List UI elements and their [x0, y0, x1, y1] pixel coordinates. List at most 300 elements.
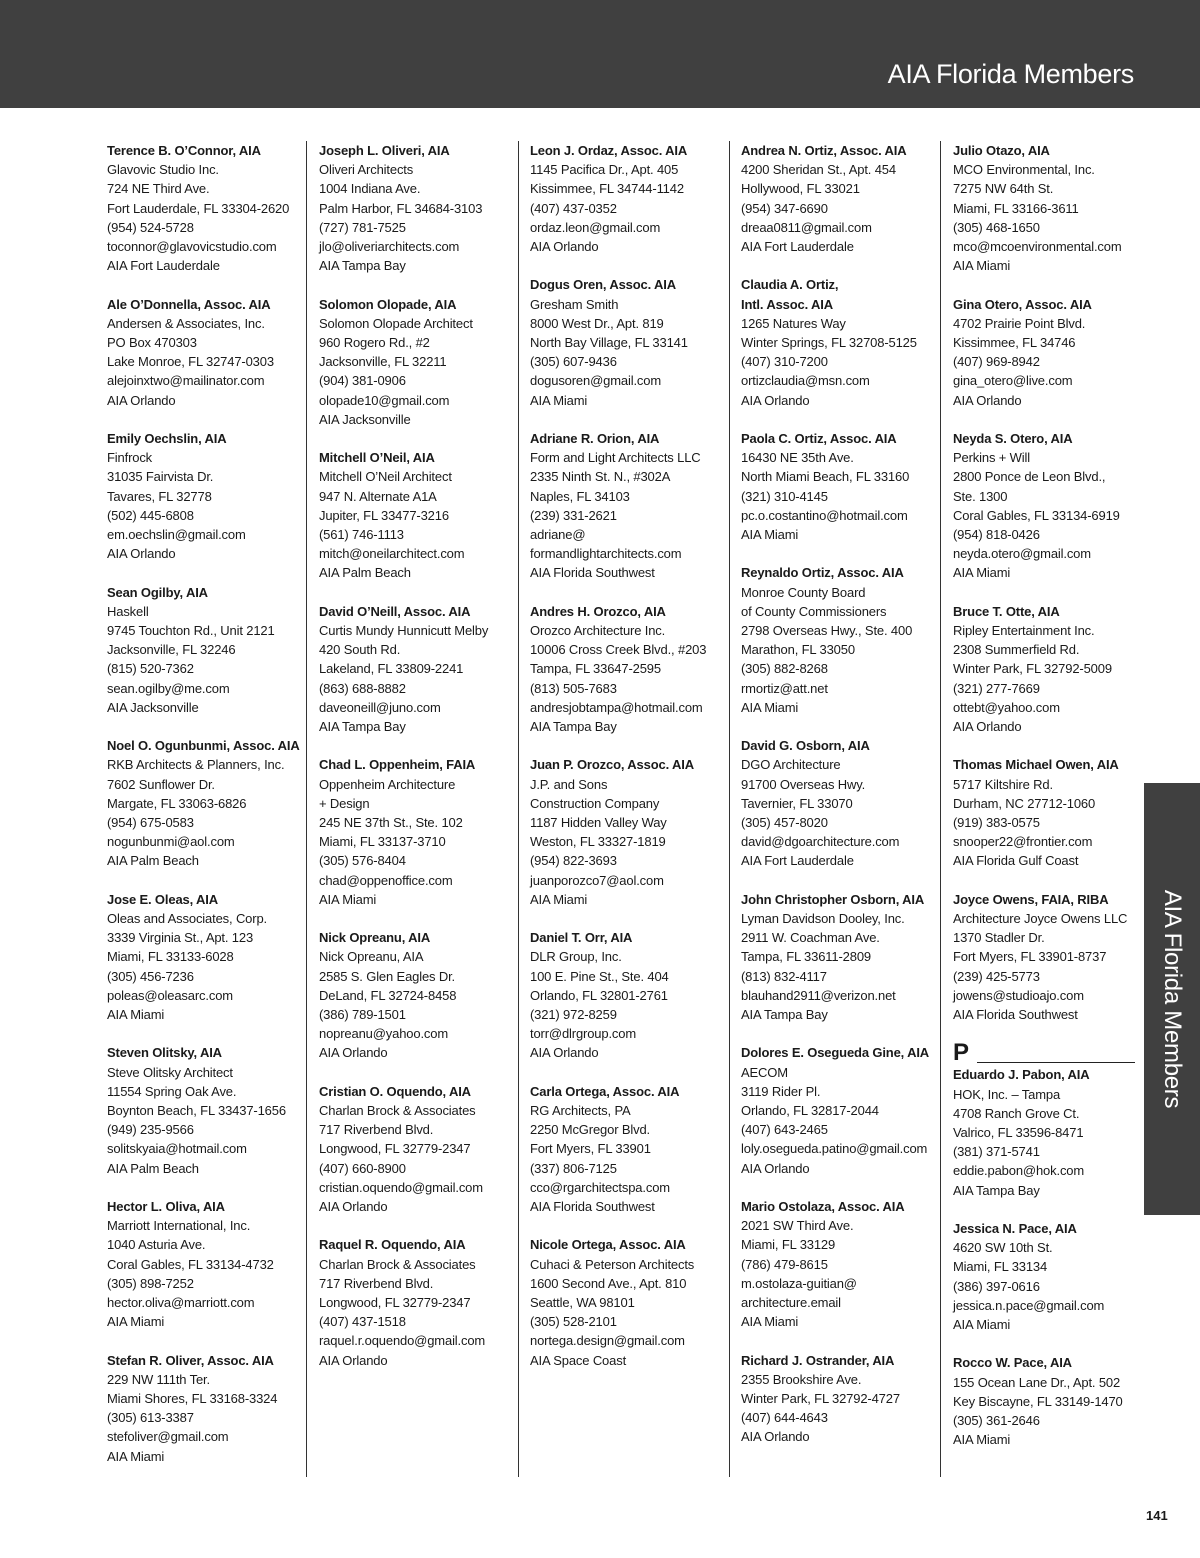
member-detail-line: AIA Florida Southwest	[953, 1007, 1078, 1023]
member-detail-line: (407) 437-0352	[530, 200, 617, 216]
member-detail-line: Seattle, WA 98101	[530, 1295, 635, 1311]
member-detail-line: (305) 882-8268	[741, 661, 828, 677]
member-detail-line: gina_otero@live.com	[953, 373, 1073, 389]
member-detail-line: 9745 Touchton Rd., Unit 2121	[107, 623, 275, 639]
member-detail-line: neyda.otero@gmail.com	[953, 546, 1091, 562]
member-detail-line: daveoneill@juno.com	[319, 699, 441, 715]
member-entry	[107, 890, 307, 1024]
member-detail-line: AIA Orlando	[741, 1429, 810, 1445]
member-entry	[319, 295, 519, 429]
member-detail-line: Ripley Entertainment Inc.	[953, 623, 1095, 639]
member-entry	[741, 1043, 941, 1177]
member-detail-line: (305) 457-8020	[741, 815, 828, 831]
member-detail-line: AIA Orlando	[107, 392, 176, 408]
member-detail-line: Miami, FL 33134	[953, 1259, 1048, 1275]
member-detail-line: (386) 397-0616	[953, 1278, 1040, 1294]
member-detail-line: (561) 746-1113	[319, 527, 404, 543]
member-detail-line: nortega.design@gmail.com	[530, 1333, 685, 1349]
member-name: David O’Neill, Assoc. AIA	[319, 603, 471, 619]
member-detail-line: 7602 Sunflower Dr.	[107, 776, 215, 792]
member-detail-line: (954) 818-0426	[953, 527, 1040, 543]
member-detail-line: (337) 806-7125	[530, 1160, 617, 1176]
member-detail-line: 10006 Cross Creek Blvd., #203	[530, 642, 707, 658]
member-detail-line: Key Biscayne, FL 33149-1470	[953, 1393, 1123, 1409]
member-name: Adriane R. Orion, AIA	[530, 431, 660, 447]
member-detail-line: AIA Orlando	[319, 1045, 388, 1061]
member-detail-line: Fort Myers, FL 33901-8737	[953, 949, 1107, 965]
member-detail-line: Lake Monroe, FL 32747-0303	[107, 354, 274, 370]
member-detail-line: (407) 310-7200	[741, 354, 828, 370]
member-detail-line: AIA Miami	[741, 1314, 799, 1330]
member-detail-line: pc.o.costantino@hotmail.com	[741, 507, 908, 523]
member-entry	[741, 1197, 941, 1331]
member-detail-line: (305) 613-3387	[107, 1410, 194, 1426]
member-detail-line: 717 Riverbend Blvd.	[319, 1275, 434, 1291]
member-detail-line: (786) 479-8615	[741, 1256, 828, 1272]
member-entry	[319, 448, 519, 582]
member-detail-line: AIA Orlando	[953, 719, 1022, 735]
member-detail-line: Longwood, FL 32779-2347	[319, 1141, 471, 1157]
member-detail-line: Oleas and Associates, Corp.	[107, 911, 267, 927]
member-detail-line: Charlan Brock & Associates	[319, 1103, 476, 1119]
member-detail-line: 2800 Ponce de Leon Blvd.,	[953, 469, 1106, 485]
member-detail-line: alejoinxtwo@mailinator.com	[107, 373, 265, 389]
member-name: Mario Ostolaza, Assoc. AIA	[741, 1199, 905, 1215]
member-detail-line: Lakeland, FL 33809-2241	[319, 661, 464, 677]
member-detail-line: 7275 NW 64th St.	[953, 181, 1054, 197]
member-detail-line: olopade10@gmail.com	[319, 392, 450, 408]
member-name: Chad L. Oppenheim, FAIA	[319, 757, 476, 773]
member-entry	[107, 141, 307, 275]
side-section-tab	[1144, 783, 1200, 1215]
member-detail-line: Winter Park, FL 32792-4727	[741, 1391, 900, 1407]
member-entry	[530, 1235, 730, 1369]
member-entry	[953, 1353, 1153, 1449]
directory-column	[953, 141, 1153, 1469]
member-detail-line: 1265 Natures Way	[741, 315, 846, 331]
member-detail-line: ottebt@yahoo.com	[953, 699, 1060, 715]
member-detail-line: 1004 Indiana Ave.	[319, 181, 421, 197]
member-detail-line: 2335 Ninth St. N., #302A	[530, 469, 671, 485]
member-detail-line: Miami, FL 33137-3710	[319, 834, 446, 850]
member-name: Dogus Oren, Assoc. AIA	[530, 277, 676, 293]
member-detail-line: AIA Miami	[530, 891, 588, 907]
member-detail-line: AIA Florida Southwest	[530, 1199, 655, 1215]
member-detail-line: (305) 361-2646	[953, 1413, 1040, 1429]
member-detail-line: 11554 Spring Oak Ave.	[107, 1083, 237, 1099]
member-detail-line: AIA Miami	[953, 258, 1011, 274]
member-detail-line: Cuhaci & Peterson Architects	[530, 1256, 695, 1272]
member-detail-line: AIA Orlando	[107, 546, 176, 562]
member-entry	[530, 1082, 730, 1216]
member-name: Richard J. Ostrander, AIA	[741, 1352, 895, 1368]
member-detail-line: Tampa, FL 33647-2595	[530, 661, 661, 677]
member-detail-line: stefoliver@gmail.com	[107, 1429, 229, 1445]
member-detail-line: m.ostolaza-guitian@	[741, 1275, 857, 1291]
member-name: Nick Opreanu, AIA	[319, 930, 431, 946]
member-detail-line: Solomon Olopade Architect	[319, 315, 473, 331]
member-name: Stefan R. Oliver, Assoc. AIA	[107, 1352, 274, 1368]
member-name: Neyda S. Otero, AIA	[953, 431, 1073, 447]
member-detail-line: Valrico, FL 33596-8471	[953, 1125, 1084, 1141]
member-detail-line: Haskell	[107, 603, 149, 619]
member-detail-line: (321) 277-7669	[953, 680, 1040, 696]
member-detail-line: raquel.r.oquendo@gmail.com	[319, 1333, 486, 1349]
member-entry	[953, 602, 1153, 736]
member-detail-line: 4702 Prairie Point Blvd.	[953, 315, 1086, 331]
member-detail-line: AIA Tampa Bay	[319, 258, 406, 274]
member-entry	[530, 602, 730, 736]
member-name: Mitchell O’Neil, AIA	[319, 450, 435, 466]
member-detail-line: 8000 West Dr., Apt. 819	[530, 315, 664, 331]
member-name: Jose E. Oleas, AIA	[107, 891, 218, 907]
member-detail-line: (502) 445-6808	[107, 507, 194, 523]
member-entry	[319, 1082, 519, 1216]
member-detail-line: (386) 789-1501	[319, 1007, 406, 1023]
member-detail-line: formandlightarchitects.com	[530, 546, 682, 562]
member-detail-line: (239) 331-2621	[530, 507, 617, 523]
member-name: Reynaldo Ortiz, Assoc. AIA	[741, 565, 904, 581]
member-detail-line: 1370 Stadler Dr.	[953, 930, 1045, 946]
member-entry	[741, 141, 941, 256]
member-name: Paola C. Ortiz, Assoc. AIA	[741, 431, 897, 447]
member-detail-line: (407) 437-1518	[319, 1314, 406, 1330]
member-detail-line: nogunbunmi@aol.com	[107, 834, 235, 850]
member-detail-line: (305) 576-8404	[319, 853, 406, 869]
directory-column	[319, 141, 519, 1389]
member-detail-line: 100 E. Pine St., Ste. 404	[530, 968, 669, 984]
member-detail-line: Weston, FL 33327-1819	[530, 834, 666, 850]
member-name: Dolores E. Osegueda Gine, AIA	[741, 1045, 930, 1061]
member-detail-line: mco@mcoenvironmental.com	[953, 239, 1122, 255]
member-detail-line: poleas@oleasarc.com	[107, 987, 233, 1003]
member-detail-line: Naples, FL 34103	[530, 488, 630, 504]
member-detail-line: AIA Miami	[953, 1317, 1011, 1333]
member-detail-line: 2911 W. Coachman Ave.	[741, 930, 880, 946]
section-letter: P	[953, 1039, 969, 1067]
member-entry	[319, 141, 519, 275]
member-entry	[953, 141, 1153, 275]
member-entry	[953, 1219, 1153, 1334]
member-detail-line: toconnor@glavovicstudio.com	[107, 239, 277, 255]
member-detail-line: Nick Opreanu, AIA	[319, 949, 424, 965]
member-detail-line: AIA Jacksonville	[319, 411, 411, 427]
member-detail-line: Boynton Beach, FL 33437-1656	[107, 1103, 286, 1119]
member-detail-line: (321) 972-8259	[530, 1007, 617, 1023]
member-entry	[319, 755, 519, 909]
member-detail-line: (863) 688-8882	[319, 680, 406, 696]
member-name: Solomon Olopade, AIA	[319, 296, 457, 312]
member-detail-line: Tavares, FL 32778	[107, 488, 212, 504]
member-detail-line: Orlando, FL 32817-2044	[741, 1103, 879, 1119]
member-detail-line: Fort Lauderdale, FL 33304-2620	[107, 200, 290, 216]
member-detail-line: Oppenheim Architecture	[319, 776, 456, 792]
member-detail-line: 4620 SW 10th St.	[953, 1240, 1053, 1256]
member-name: Gina Otero, Assoc. AIA	[953, 296, 1092, 312]
member-detail-line: (407) 644-4643	[741, 1410, 828, 1426]
member-detail-line: Longwood, FL 32779-2347	[319, 1295, 471, 1311]
member-detail-line: ordaz.leon@gmail.com	[530, 219, 661, 235]
member-entry	[741, 275, 941, 409]
section-rule	[977, 1062, 1135, 1063]
member-detail-line: (954) 822-3693	[530, 853, 617, 869]
member-detail-line: (954) 347-6690	[741, 200, 828, 216]
member-entry	[530, 755, 730, 909]
member-detail-line: 947 N. Alternate A1A	[319, 488, 437, 504]
member-name: Andres H. Orozco, AIA	[530, 603, 666, 619]
member-detail-line: DGO Architecture	[741, 757, 841, 773]
member-detail-line: Hollywood, FL 33021	[741, 181, 860, 197]
member-detail-line: Form and Light Architects LLC	[530, 450, 701, 466]
member-detail-line: blauhand2911@verizon.net	[741, 987, 896, 1003]
member-detail-line: RG Architects, PA	[530, 1103, 631, 1119]
member-name: Andrea N. Ortiz, Assoc. AIA	[741, 143, 907, 158]
member-detail-line: Perkins + Will	[953, 450, 1030, 466]
member-name: John Christopher Osborn, AIA	[741, 891, 925, 907]
member-detail-line: Miami, FL 33133-6028	[107, 949, 234, 965]
member-detail-line: adriane@	[530, 527, 586, 543]
member-entry	[107, 429, 307, 563]
member-name: Daniel T. Orr, AIA	[530, 930, 633, 946]
section-letter-heading	[953, 1041, 1153, 1065]
member-detail-line: 1145 Pacifica Dr., Apt. 405	[530, 162, 679, 178]
member-name: Hector L. Oliva, AIA	[107, 1199, 225, 1215]
member-detail-line: Gresham Smith	[530, 296, 619, 312]
member-detail-line: AIA Miami	[953, 1432, 1011, 1448]
member-detail-line: Jacksonville, FL 32246	[107, 642, 236, 658]
member-detail-line: 960 Rogero Rd., #2	[319, 335, 430, 351]
member-detail-line: Miami, FL 33129	[741, 1237, 836, 1253]
member-detail-line: (815) 520-7362	[107, 661, 194, 677]
member-detail-line: snooper22@frontier.com	[953, 834, 1093, 850]
member-name: Steven Olitsky, AIA	[107, 1045, 222, 1061]
member-detail-line: 229 NW 111th Ter.	[107, 1371, 210, 1387]
member-name: Sean Ogilby, AIA	[107, 584, 208, 600]
member-detail-line: (813) 832-4117	[741, 968, 827, 984]
member-detail-line: hector.oliva@marriott.com	[107, 1295, 255, 1311]
member-detail-line: (727) 781-7525	[319, 219, 406, 235]
member-detail-line: AIA Orlando	[319, 1199, 388, 1215]
member-detail-line: AIA Tampa Bay	[530, 719, 617, 735]
member-name: Noel O. Ogunbunmi, Assoc. AIA	[107, 738, 300, 754]
member-detail-line: loly.osegueda.patino@gmail.com	[741, 1141, 928, 1157]
member-detail-line: RKB Architects & Planners, Inc.	[107, 757, 285, 773]
member-detail-line: + Design	[319, 795, 370, 811]
member-detail-line: ortizclaudia@msn.com	[741, 373, 870, 389]
member-detail-line: (305) 456-7236	[107, 968, 194, 984]
member-detail-line: AIA Orlando	[530, 1045, 599, 1061]
member-detail-line: jessica.n.pace@gmail.com	[953, 1297, 1105, 1313]
member-entry	[107, 583, 307, 717]
member-name: Juan P. Orozco, Assoc. AIA	[530, 757, 694, 773]
member-entry	[953, 429, 1153, 583]
member-detail-line: 245 NE 37th St., Ste. 102	[319, 815, 463, 831]
member-detail-line: AIA Miami	[530, 392, 588, 408]
member-detail-line: (407) 660-8900	[319, 1160, 406, 1176]
member-detail-line: Margate, FL 33063-6826	[107, 795, 247, 811]
member-detail-line: Jacksonville, FL 32211	[319, 354, 447, 370]
member-detail-line: Monroe County Board	[741, 584, 866, 600]
member-detail-line: Mitchell O’Neil Architect	[319, 469, 452, 485]
member-entry	[530, 275, 730, 409]
member-detail-line: david@dgoarchitecture.com	[741, 834, 900, 850]
directory-column	[530, 141, 730, 1389]
member-detail-line: 2250 McGregor Blvd.	[530, 1122, 650, 1138]
member-detail-line: andresjobtampa@hotmail.com	[530, 699, 703, 715]
member-detail-line: rmortiz@att.net	[741, 680, 828, 696]
member-detail-line: DeLand, FL 32724-8458	[319, 987, 457, 1003]
member-detail-line: DLR Group, Inc.	[530, 949, 622, 965]
member-detail-line: 2308 Summerfield Rd.	[953, 642, 1080, 658]
member-detail-line: 5717 Kiltshire Rd.	[953, 776, 1053, 792]
member-detail-line: Lyman Davidson Dooley, Inc.	[741, 911, 905, 927]
member-detail-line: Ste. 1300	[953, 488, 1008, 504]
member-detail-line: sean.ogilby@me.com	[107, 680, 230, 696]
member-entry	[741, 890, 941, 1024]
member-detail-line: AIA Palm Beach	[107, 1160, 199, 1176]
member-detail-line: AIA Orlando	[953, 392, 1022, 408]
member-detail-line: eddie.pabon@hok.com	[953, 1163, 1085, 1179]
member-detail-line: (407) 969-8942	[953, 354, 1040, 370]
member-detail-line: 420 South Rd.	[319, 642, 401, 658]
member-entry	[107, 736, 307, 870]
member-name: Carla Ortega, Assoc. AIA	[530, 1083, 680, 1099]
member-detail-line: dogusoren@gmail.com	[530, 373, 662, 389]
member-name: Rocco W. Pace, AIA	[953, 1355, 1072, 1371]
member-detail-line: (305) 528-2101	[530, 1314, 617, 1330]
member-detail-line: (949) 235-9566	[107, 1122, 194, 1138]
page-header-bar	[0, 0, 1200, 108]
member-entry	[319, 928, 519, 1062]
member-detail-line: 4200 Sheridan St., Apt. 454	[741, 162, 896, 178]
member-detail-line: (321) 310-4145	[741, 488, 828, 504]
member-detail-line: AIA Fort Lauderdale	[741, 853, 854, 869]
member-detail-line: Kissimmee, FL 34746	[953, 335, 1076, 351]
member-name: David G. Osborn, AIA	[741, 738, 870, 754]
member-entry	[953, 295, 1153, 410]
member-detail-line: AIA Orlando	[741, 1160, 810, 1176]
member-name: Thomas Michael Owen, AIA	[953, 757, 1119, 773]
member-detail-line: Kissimmee, FL 34744-1142	[530, 181, 684, 197]
member-detail-line: Finfrock	[107, 450, 153, 466]
member-name: Ale O’Donnella, Assoc. AIA	[107, 296, 271, 312]
member-detail-line: AIA Palm Beach	[319, 565, 411, 581]
member-detail-line: Orozco Architecture Inc.	[530, 623, 666, 639]
member-detail-line: MCO Environmental, Inc.	[953, 162, 1095, 178]
member-detail-line: AIA Miami	[319, 891, 377, 907]
member-detail-line: AECOM	[741, 1064, 788, 1080]
member-detail-line: Charlan Brock & Associates	[319, 1256, 476, 1272]
member-detail-line: Tampa, FL 33611-2809	[741, 949, 871, 965]
member-detail-line: AIA Orlando	[741, 392, 810, 408]
member-detail-line: Tavernier, FL 33070	[741, 795, 853, 811]
member-detail-line: (381) 371-5741	[953, 1144, 1040, 1160]
member-entry	[530, 141, 730, 256]
member-detail-line: 3339 Virginia St., Apt. 123	[107, 930, 254, 946]
member-detail-line: (407) 643-2465	[741, 1122, 828, 1138]
member-detail-line: Winter Springs, FL 32708-5125	[741, 335, 917, 351]
member-detail-line: Orlando, FL 32801-2761	[530, 987, 668, 1003]
member-detail-line: (239) 425-5773	[953, 968, 1040, 984]
member-name: Joyce Owens, FAIA, RIBA	[953, 891, 1109, 907]
member-detail-line: chad@oppenoffice.com	[319, 872, 453, 888]
member-entry	[741, 1351, 941, 1447]
page-number: 141	[1146, 1508, 1168, 1523]
member-detail-line: 91700 Overseas Hwy.	[741, 776, 866, 792]
member-detail-line: AIA Tampa Bay	[741, 1007, 828, 1023]
side-tab-label: AIA Florida Members	[1159, 889, 1186, 1109]
member-detail-line: (305) 468-1650	[953, 219, 1040, 235]
member-name: Leon J. Ordaz, Assoc. AIA	[530, 143, 688, 158]
member-detail-line: AIA Fort Lauderdale	[107, 258, 220, 274]
member-detail-line: Coral Gables, FL 33134-4732	[107, 1256, 274, 1272]
member-detail-line: 1187 Hidden Valley Way	[530, 815, 667, 831]
member-name: Claudia A. Ortiz,	[741, 277, 839, 293]
member-detail-line: Marriott International, Inc.	[107, 1218, 251, 1234]
member-entry	[107, 295, 307, 410]
member-detail-line: J.P. and Sons	[530, 776, 608, 792]
member-detail-line: (305) 898-7252	[107, 1275, 194, 1291]
member-detail-line: (904) 381-0906	[319, 373, 406, 389]
member-entry	[107, 1351, 307, 1466]
member-detail-line: 2021 SW Third Ave.	[741, 1218, 854, 1234]
member-detail-line: (919) 383-0575	[953, 815, 1040, 831]
member-name: Joseph L. Oliveri, AIA	[319, 143, 450, 158]
member-detail-line: 2798 Overseas Hwy., Ste. 400	[741, 623, 913, 639]
member-detail-line: 3119 Rider Pl.	[741, 1083, 821, 1099]
directory-column	[741, 141, 941, 1466]
member-detail-line: Glavovic Studio Inc.	[107, 162, 219, 178]
member-detail-line: AIA Miami	[107, 1007, 165, 1023]
member-detail-line: Palm Harbor, FL 34684-3103	[319, 200, 483, 216]
member-detail-line: 4708 Ranch Grove Ct.	[953, 1105, 1080, 1121]
member-detail-line: AIA Palm Beach	[107, 853, 199, 869]
member-detail-line: Architecture Joyce Owens LLC	[953, 911, 1128, 927]
member-detail-line: 724 NE Third Ave.	[107, 181, 210, 197]
member-detail-line: PO Box 470303	[107, 335, 197, 351]
member-detail-line: torr@dlrgroup.com	[530, 1026, 637, 1042]
member-detail-line: 155 Ocean Lane Dr., Apt. 502	[953, 1374, 1121, 1390]
member-name: Terence B. O’Connor, AIA	[107, 143, 261, 158]
member-name: Jessica N. Pace, AIA	[953, 1221, 1077, 1237]
member-detail-line: AIA Miami	[741, 527, 799, 543]
member-detail-line: AIA Orlando	[530, 239, 599, 255]
member-detail-line: Construction Company	[530, 795, 660, 811]
member-detail-line: Jupiter, FL 33477-3216	[319, 507, 449, 523]
member-entry	[741, 563, 941, 717]
member-entry	[530, 928, 730, 1062]
member-detail-line: of County Commissioners	[741, 603, 887, 619]
member-detail-line: Andersen & Associates, Inc.	[107, 315, 265, 331]
member-detail-line: Curtis Mundy Hunnicutt Melby	[319, 623, 489, 639]
member-entry	[953, 890, 1153, 1024]
member-entry	[107, 1043, 307, 1177]
member-detail-line: Marathon, FL 33050	[741, 642, 855, 658]
member-entry	[741, 429, 941, 544]
member-detail-line: AIA Florida Southwest	[530, 565, 655, 581]
member-detail-line: North Bay Village, FL 33141	[530, 335, 688, 351]
member-name: Julio Otazo, AIA	[953, 143, 1050, 158]
member-detail-line: jowens@studioajo.com	[953, 987, 1084, 1003]
member-name: Emily Oechslin, AIA	[107, 431, 227, 447]
member-entry	[107, 1197, 307, 1331]
member-name: Cristian O. Oquendo, AIA	[319, 1083, 471, 1099]
member-detail-line: (954) 675-0583	[107, 815, 194, 831]
member-detail-line: AIA Tampa Bay	[319, 719, 406, 735]
header-title: AIA Florida Members	[887, 59, 1134, 89]
member-detail-line: (813) 505-7683	[530, 680, 617, 696]
member-name: Raquel R. Oquendo, AIA	[319, 1237, 466, 1253]
